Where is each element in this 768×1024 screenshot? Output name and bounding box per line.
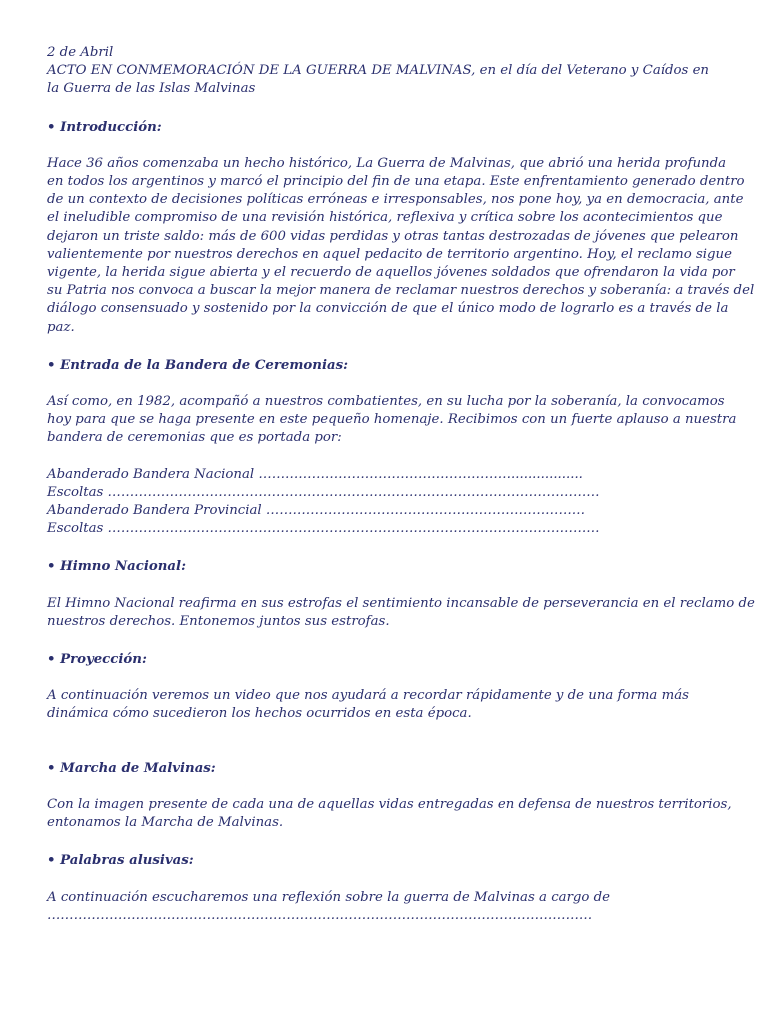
- palabras-heading: • Palabras alusivas:: [47, 853, 194, 869]
- bandera-paragraph: [47, 393, 737, 448]
- marcha-line: Con la imagen presente de cada una de aquellas vidas entregadas en defensa de nuestros territorios,: [47, 796, 732, 812]
- intro-paragraph: [47, 155, 755, 337]
- himno-line: nuestros derechos. Entonemos juntos sus estrofas.: [47, 613, 390, 629]
- intro-line: en todos los argentinos y marcó el principio del fin de una etapa. Este enfrentamiento generado dentro: [47, 174, 745, 190]
- himno-heading: • Himno Nacional:: [47, 559, 187, 575]
- title-line-1: ACTO EN CONMEMORACIÓN DE LA GUERRA DE MALVINAS, en el día del Veterano y Caídos en: [47, 63, 709, 79]
- role-abanderado-provincial: Abanderado Bandera Provincial ………………………………………………………………: [47, 503, 586, 519]
- intro-line: vigente, la herida sigue abierta y el recuerdo de aquellos jóvenes soldados que ofrendaron la vida por: [47, 265, 735, 281]
- document-header: [47, 44, 727, 99]
- bandera-line: bandera de ceremonias que es portada por:: [47, 430, 342, 446]
- intro-line: de un contexto de decisiones políticas erróneas e irresponsables, nos pone hoy, ya en democracia, ante: [47, 192, 744, 208]
- marcha-line: entonamos la Marcha de Malvinas.: [47, 815, 284, 831]
- bandera-roles: [47, 466, 727, 539]
- himno-paragraph: [47, 595, 755, 631]
- proyeccion-paragraph: [47, 687, 727, 723]
- bandera-line: hoy para que se haga presente en este pequeño homenaje. Recibimos con un fuerte aplauso a nuestra: [47, 412, 737, 428]
- proyeccion-heading: • Proyección:: [47, 652, 147, 668]
- intro-line: Hace 36 años comenzaba un hecho histórico, La Guerra de Malvinas, que abrió una herida profunda: [47, 155, 727, 171]
- role-escoltas-nacional: Escoltas …………………………………………………………………………………………………: [47, 484, 600, 500]
- intro-line: su Patria nos convoca a buscar la mejor manera de reclamar nuestros derechos y soberanía: a través del: [47, 283, 755, 299]
- intro-heading: • Introducción:: [47, 119, 162, 135]
- himno-line: El Himno Nacional reafirma en sus estrofas el sentimiento incansable de perseverancia en el reclamo de: [47, 595, 755, 611]
- palabras-line: A continuación escucharemos una reflexión sobre la guerra de Malvinas a cargo de: [47, 889, 611, 905]
- title-line-2: la Guerra de las Islas Malvinas: [47, 81, 256, 97]
- proyeccion-line: dinámica cómo sucedieron los hechos ocurridos en esta época.: [47, 706, 472, 722]
- date-line: 2 de Abril: [47, 45, 114, 60]
- intro-line: diálogo consensuado y sostenido por la convicción de que el único modo de lograrlo es a través de la: [47, 301, 729, 317]
- marcha-paragraph: [47, 796, 732, 832]
- role-escoltas-provincial: Escoltas …………………………………………………………………………………………………: [47, 521, 600, 537]
- intro-line: paz.: [47, 319, 75, 335]
- palabras-line: ……………………………………………………………………………………………………………: [47, 907, 593, 923]
- role-abanderado-nacional: Abanderado Bandera Nacional ………………………………………………….................: [47, 466, 583, 482]
- spacer: [47, 724, 727, 740]
- proyeccion-line: A continuación veremos un video que nos ayudará a recordar rápidamente y de una forma más: [47, 688, 689, 704]
- bandera-heading: • Entrada de la Bandera de Ceremonias:: [47, 357, 349, 373]
- marcha-heading: • Marcha de Malvinas:: [47, 760, 216, 776]
- intro-line: valientemente por nuestros derechos en aquel pedacito de territorio argentino. Hoy, el reclamo sigue: [47, 246, 732, 262]
- intro-line: el ineludible compromiso de una revisión histórica, reflexiva y crítica sobre los acontecimientos que: [47, 210, 723, 226]
- intro-line: dejaron un triste saldo: más de 600 vidas perdidas y otras tantas destrozadas de jóvenes que pelearon: [47, 228, 739, 244]
- palabras-paragraph: [47, 889, 727, 925]
- document-page: [47, 44, 755, 925]
- bandera-line: Así como, en 1982, acompañó a nuestros combatientes, en su lucha por la soberanía, la convocamos: [47, 394, 725, 410]
